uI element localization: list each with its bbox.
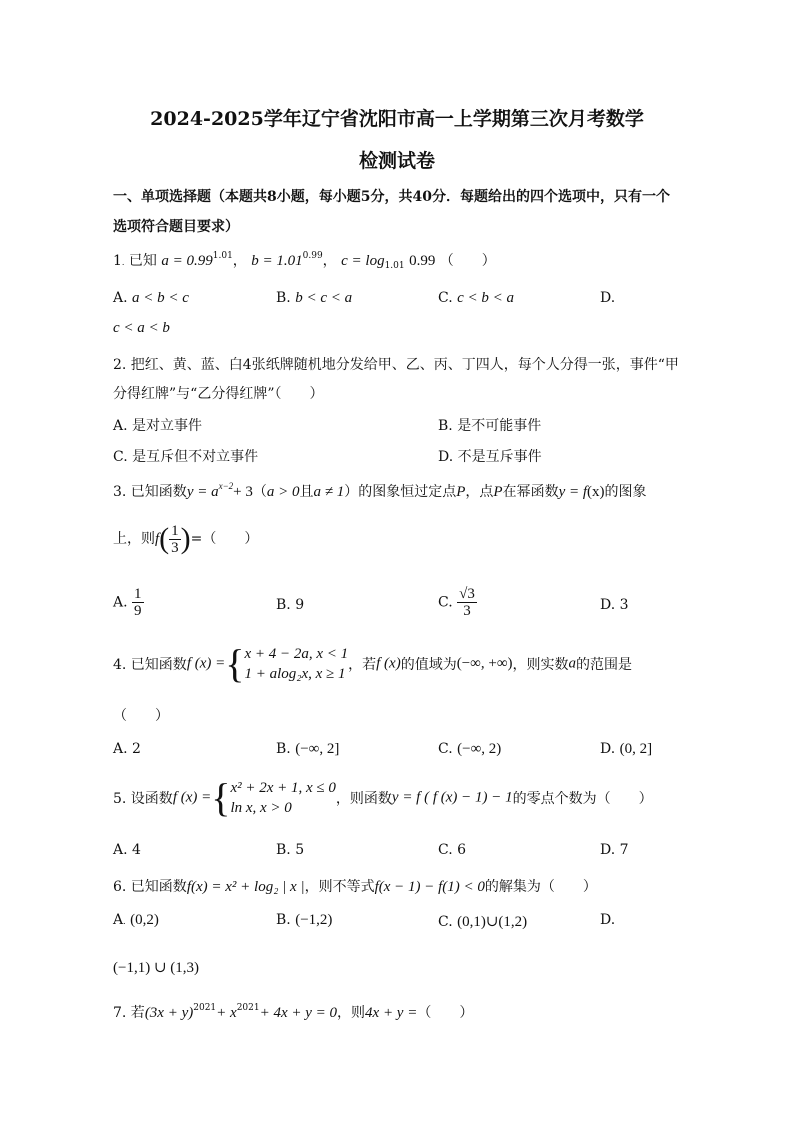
question-1: 1. 已知 $a = 0.99^{1.01}$， $b = 1.01^{0.99}$， $c = \log_{1.01} 0.99$ （ ） <box>113 251 496 271</box>
q6-option-d-label: D. <box>600 912 616 928</box>
question-6: 6. 已知函数f(x) = x² + log₂ | x |，则不等式f(x − 1) − f(1) < 0的解集为（ ） <box>113 879 597 895</box>
q1-b-expr: b = 1.01 <box>251 253 303 269</box>
q1-option-a: A. a < b < c <box>113 290 189 306</box>
exam-title-line2: 检测试卷 <box>358 150 435 172</box>
q4-paren: （ ） <box>113 708 169 724</box>
section-header-line2: 选项符合题目要求） <box>113 219 239 235</box>
q1-option-d-label: D. <box>600 290 616 306</box>
q6-option-a: A. (0,2) <box>113 912 159 928</box>
q1-paren: （ ） <box>439 253 496 269</box>
q2-option-a: A. 是对立事件 <box>113 418 203 434</box>
q1-a-expr: a = 0.99 <box>161 253 213 269</box>
q3-option-c: C. $\frac{√3}{3}$ <box>438 586 475 619</box>
q2-option-b: B. 是不可能事件 <box>438 418 542 434</box>
q6-option-c: C. (0,1)∪(1,2) <box>438 914 528 930</box>
q2-option-c: C. 是互斥但不对立事件 <box>113 449 259 465</box>
q1-c-arg: 0.99 <box>409 253 436 269</box>
q1-c-expr: c = log <box>341 253 385 269</box>
q3-option-b: B. 9 <box>276 597 305 613</box>
q5-option-c: C. 6 <box>438 842 467 858</box>
q1-a-exp: 1.01 <box>212 251 233 261</box>
question-3-line2: 上，则f( $\frac{1}{3}$ )=（ ） <box>113 522 259 556</box>
question-7: 7. 若$(3x + y)^{2021}+ x^{2021}+ 4x + y = 0$，则4x + y =（ ） <box>113 1003 474 1021</box>
question-3-line1: 3. 已知函数$y = a^{x-2}+ 3(a > 0$且a ≠ 1）的图象恒过定点P，点P在幂函数y = f(x)的图象 <box>113 481 647 500</box>
q1-option-b: B. b < c < a <box>276 290 353 306</box>
q4-option-b: B. (−∞, 2] <box>276 741 340 757</box>
q1-number: 1 <box>113 253 122 269</box>
q4-option-c: C. (−∞, 2) <box>438 741 502 757</box>
q5-option-b: B. 5 <box>276 842 305 858</box>
q4-option-a: A. 2 <box>113 741 141 757</box>
exam-title-line1: 2024-2025学年辽宁省沈阳市高一上学期第三次月考数学 <box>150 108 644 130</box>
q3-option-d: D. 3 <box>600 597 629 613</box>
question-2-line2: 分得红牌”与“乙分得红牌”（ ） <box>113 386 324 402</box>
question-5-line1: 5. 设函数f (x) ={ x² + 2x + 1, x ≤ 0 ln x, x > 0 ，则函数y = f ( f (x) − 1) − 1的零点个数为（ ） <box>113 775 653 820</box>
q5-option-a: A. 4 <box>113 842 141 858</box>
q1-lead: 已知 <box>128 253 157 269</box>
question-4-line1: 4. 已知函数f (x) ={ x + 4 − 2a, x < 1 1 + alog₂x, x ≥ 1 ，若f (x)的值域为(−∞, +∞)，则实数a的范围是 <box>113 641 633 686</box>
q1-c-base: 1.01 <box>384 261 405 271</box>
q6-option-d: (−1,1) ∪ (1,3) <box>113 960 200 976</box>
q5-option-d: D. 7 <box>600 842 629 858</box>
section-header-line1: 一、单项选择题（本题共8小题，每小题5分，共40分．每题给出的四个选项中，只有一个 <box>113 189 670 205</box>
q1-b-exp: 0.99 <box>302 251 323 261</box>
q1-option-c: C. c < b < a <box>438 290 515 306</box>
q4-option-d: D. (0, 2] <box>600 741 653 757</box>
q6-option-b: B. (−1,2) <box>276 912 333 928</box>
q2-option-d: D. 不是互斥事件 <box>438 449 542 465</box>
question-2-line1: 2. 把红、黄、蓝、白4张纸牌随机地分发给甲、乙、丙、丁四人，每个人分得一张，事件“甲 <box>113 357 679 373</box>
q3-option-a: A. $\frac{1}{9}$ <box>113 586 142 619</box>
q1-option-d: c < a < b <box>113 320 170 336</box>
